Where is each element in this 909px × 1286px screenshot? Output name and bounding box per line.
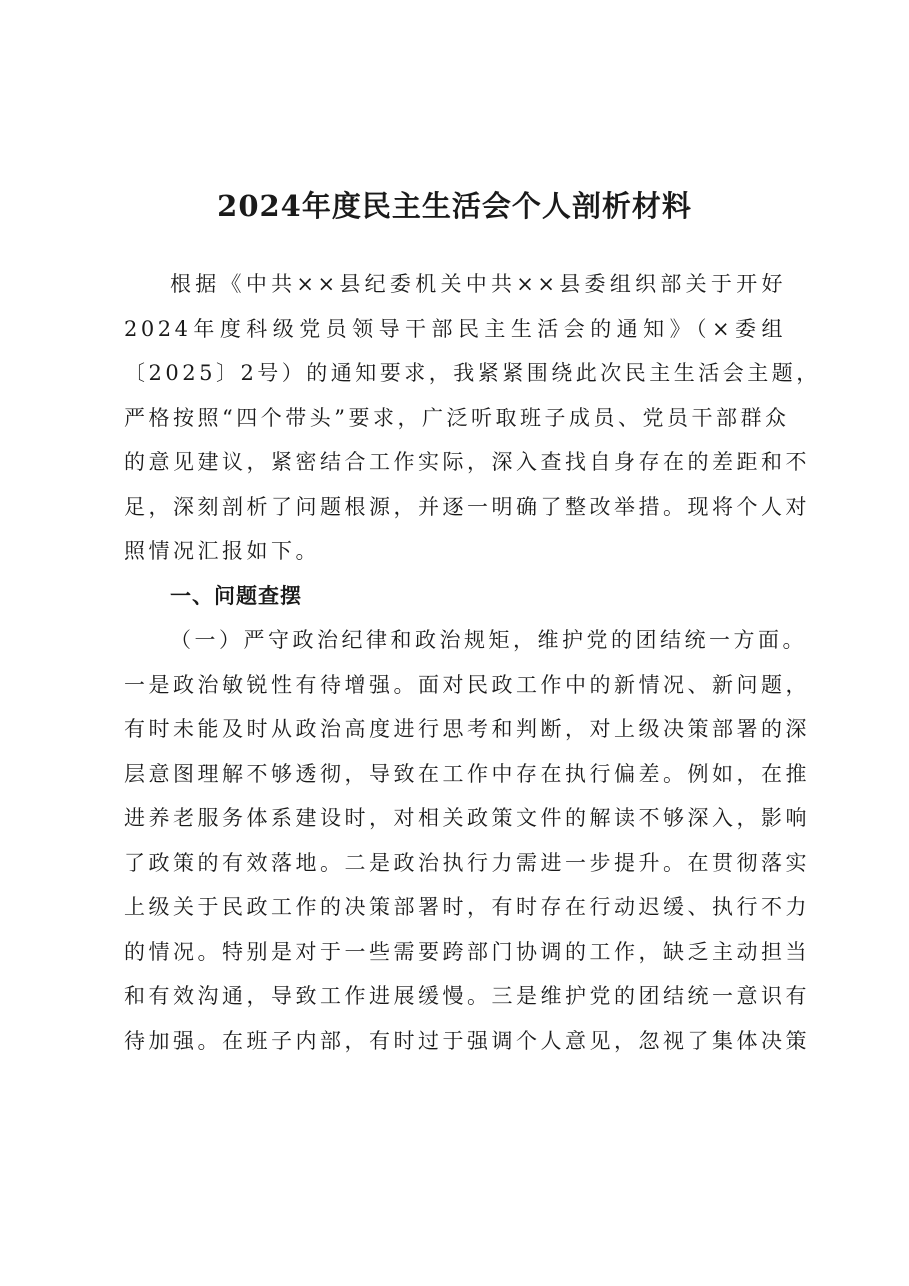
- paragraph-line: 2024年度科级党员领导干部民主生活会的通知》（×委组: [124, 316, 786, 341]
- paragraph-line: 进养老服务体系建设时，对相关政策文件的解读不够深入，影响: [124, 806, 810, 830]
- paragraph-line: 〔2025〕2号）的通知要求，我紧紧围绕此次民主生活会主题，: [124, 361, 821, 385]
- paragraph-line: 一是政治敏锐性有待增强。面对民政工作中的新情况、新问题，: [124, 672, 810, 697]
- paragraph-line: 的意见建议，紧密结合工作实际，深入查找自身存在的差距和不: [124, 450, 810, 474]
- paragraph-line: 照情况汇报如下。: [124, 539, 320, 563]
- paragraph-line: 和有效沟通，导致工作进展缓慢。三是维护党的团结统一意识有: [124, 984, 810, 1008]
- document-title: 2024年度民主生活会个人剖析材料: [217, 189, 692, 223]
- subsection-heading: （一）严守政治纪律和政治规矩，维护党的团结统一方面。: [170, 628, 807, 652]
- paragraph-line: 了政策的有效落地。二是政治执行力需进一步提升。在贯彻落实: [124, 850, 810, 875]
- paragraph-line: 根据《中共××县纪委机关中共××县委组织部关于开好: [170, 272, 786, 296]
- section-heading: 一、问题查摆: [170, 583, 302, 608]
- paragraph-line: 严格按照“四个带头”要求，广泛听取班子成员、党员干部群众: [124, 405, 790, 430]
- paragraph-line: 待加强。在班子内部，有时过于强调个人意见，忽视了集体决策: [124, 1028, 810, 1053]
- paragraph-line: 层意图理解不够透彻，导致在工作中存在执行偏差。例如，在推: [124, 761, 810, 786]
- document-body: [124, 262, 821, 1063]
- paragraph-line: 上级关于民政工作的决策部署时，有时存在行动迟缓、执行不力: [124, 895, 810, 919]
- paragraph-line: 足，深刻剖析了问题根源，并逐一明确了整改举措。现将个人对: [124, 494, 810, 519]
- paragraph-line: 有时未能及时从政治高度进行思考和判断，对上级决策部署的深: [124, 717, 810, 741]
- paragraph-line: 的情况。特别是对于一些需要跨部门协调的工作，缺乏主动担当: [124, 939, 810, 964]
